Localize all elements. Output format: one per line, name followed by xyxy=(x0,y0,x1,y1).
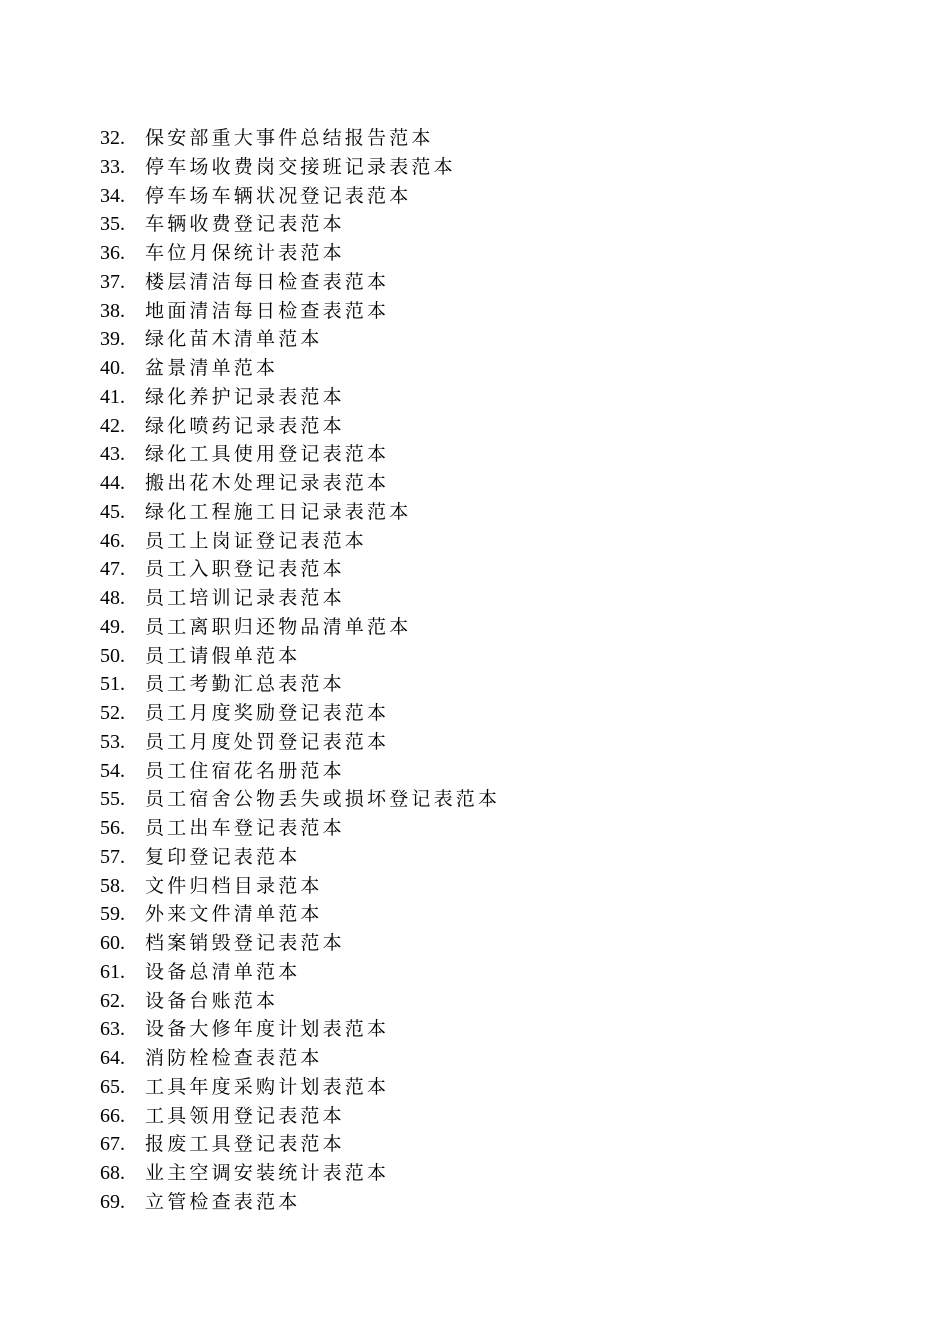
list-item xyxy=(100,728,500,757)
item-title: 绿化苗木清单范本 xyxy=(145,328,323,351)
list-item xyxy=(100,210,500,239)
item-title: 设备台账范本 xyxy=(145,989,279,1012)
list-item xyxy=(100,757,500,786)
list-item xyxy=(100,670,500,699)
item-number: 53. xyxy=(100,730,125,753)
item-number: 48. xyxy=(100,587,125,609)
item-title: 消防栓检查表范本 xyxy=(145,1047,323,1069)
list-item xyxy=(100,1015,500,1044)
item-number: 54. xyxy=(100,759,125,782)
item-number: 61. xyxy=(100,960,125,983)
item-number: 59. xyxy=(100,903,125,926)
item-title: 绿化工具使用登记表范本 xyxy=(145,443,390,466)
item-title: 员工宿舍公物丢失或损坏登记表范本 xyxy=(145,788,501,811)
item-number: 47. xyxy=(100,558,125,581)
item-number: 50. xyxy=(100,644,125,667)
item-number: 46. xyxy=(100,529,125,552)
item-number: 49. xyxy=(100,615,125,638)
item-number: 52. xyxy=(100,702,125,724)
item-title: 盆景清单范本 xyxy=(145,357,279,379)
item-title: 员工入职登记表范本 xyxy=(145,558,345,581)
item-title: 车位月保统计表范本 xyxy=(145,242,345,264)
item-number: 63. xyxy=(100,1018,125,1041)
item-number: 37. xyxy=(100,270,125,293)
list-item xyxy=(100,1159,500,1188)
list-item xyxy=(100,297,500,326)
list-item xyxy=(100,642,500,671)
item-number: 62. xyxy=(100,989,125,1012)
list-item xyxy=(100,325,500,354)
item-number: 41. xyxy=(100,385,125,408)
item-title: 绿化工程施工日记录表范本 xyxy=(145,500,412,523)
item-title: 停车场收费岗交接班记录表范本 xyxy=(145,155,456,178)
list-item xyxy=(100,584,500,613)
list-item xyxy=(100,182,500,211)
list-item xyxy=(100,613,500,642)
item-number: 68. xyxy=(100,1162,125,1184)
list-item xyxy=(100,440,500,469)
item-number: 44. xyxy=(100,472,125,494)
list-item xyxy=(100,412,500,441)
item-number: 56. xyxy=(100,817,125,839)
item-number: 45. xyxy=(100,500,125,523)
item-title: 楼层清洁每日检查表范本 xyxy=(145,270,390,293)
item-title: 工具年度采购计划表范本 xyxy=(145,1075,390,1098)
item-title: 工具领用登记表范本 xyxy=(145,1104,345,1127)
item-number: 65. xyxy=(100,1075,125,1098)
item-title: 地面清洁每日检查表范本 xyxy=(145,299,390,322)
list-item xyxy=(100,383,500,412)
list-item xyxy=(100,498,500,527)
list-item xyxy=(100,699,500,728)
item-title: 搬出花木处理记录表范本 xyxy=(145,472,390,494)
list-item xyxy=(100,843,500,872)
item-title: 员工月度处罚登记表范本 xyxy=(145,730,390,753)
list-item xyxy=(100,469,500,498)
item-title: 员工月度奖励登记表范本 xyxy=(145,702,390,724)
item-number: 33. xyxy=(100,155,125,178)
list-item xyxy=(100,872,500,901)
item-title: 车辆收费登记表范本 xyxy=(145,213,345,236)
list-item xyxy=(100,124,500,153)
list-item xyxy=(100,900,500,929)
list-item xyxy=(100,1130,500,1159)
item-title: 设备总清单范本 xyxy=(145,960,301,983)
list-item xyxy=(100,555,500,584)
item-title: 停车场车辆状况登记表范本 xyxy=(145,184,412,207)
item-number: 69. xyxy=(100,1190,125,1213)
item-number: 36. xyxy=(100,242,125,264)
item-number: 66. xyxy=(100,1104,125,1127)
template-list xyxy=(100,124,500,1217)
item-title: 绿化喷药记录表范本 xyxy=(145,414,345,437)
item-number: 42. xyxy=(100,414,125,437)
list-item xyxy=(100,785,500,814)
list-item xyxy=(100,268,500,297)
item-number: 35. xyxy=(100,213,125,236)
list-item xyxy=(100,814,500,843)
item-title: 复印登记表范本 xyxy=(145,845,301,868)
list-item xyxy=(100,987,500,1016)
item-number: 55. xyxy=(100,788,125,811)
item-title: 保安部重大事件总结报告范本 xyxy=(145,127,434,149)
item-title: 绿化养护记录表范本 xyxy=(145,385,345,408)
item-title: 外来文件清单范本 xyxy=(145,903,323,926)
item-number: 32. xyxy=(100,127,125,149)
item-title: 员工上岗证登记表范本 xyxy=(145,529,368,552)
item-number: 43. xyxy=(100,443,125,466)
list-item xyxy=(100,1102,500,1131)
item-title: 档案销毁登记表范本 xyxy=(145,932,345,954)
item-title: 业主空调安装统计表范本 xyxy=(145,1162,390,1184)
list-item xyxy=(100,929,500,958)
item-number: 67. xyxy=(100,1133,125,1156)
list-item xyxy=(100,1044,500,1073)
list-item xyxy=(100,354,500,383)
item-number: 60. xyxy=(100,932,125,954)
item-number: 40. xyxy=(100,357,125,379)
item-title: 文件归档目录范本 xyxy=(145,874,323,897)
item-number: 51. xyxy=(100,673,125,696)
list-item xyxy=(100,958,500,987)
list-item xyxy=(100,153,500,182)
item-title: 员工考勤汇总表范本 xyxy=(145,673,345,696)
item-number: 38. xyxy=(100,299,125,322)
item-title: 报废工具登记表范本 xyxy=(145,1133,345,1156)
item-title: 立管检查表范本 xyxy=(145,1190,301,1213)
item-number: 58. xyxy=(100,874,125,897)
item-number: 39. xyxy=(100,328,125,351)
item-number: 64. xyxy=(100,1047,125,1069)
item-number: 57. xyxy=(100,845,125,868)
list-item xyxy=(100,527,500,556)
item-title: 员工培训记录表范本 xyxy=(145,587,345,609)
list-item xyxy=(100,1188,500,1217)
item-title: 员工请假单范本 xyxy=(145,644,301,667)
item-title: 员工出车登记表范本 xyxy=(145,817,345,839)
list-item xyxy=(100,1073,500,1102)
item-number: 34. xyxy=(100,184,125,207)
item-title: 员工离职归还物品清单范本 xyxy=(145,615,412,638)
item-title: 设备大修年度计划表范本 xyxy=(145,1018,390,1041)
item-title: 员工住宿花名册范本 xyxy=(145,759,345,782)
list-item xyxy=(100,239,500,268)
